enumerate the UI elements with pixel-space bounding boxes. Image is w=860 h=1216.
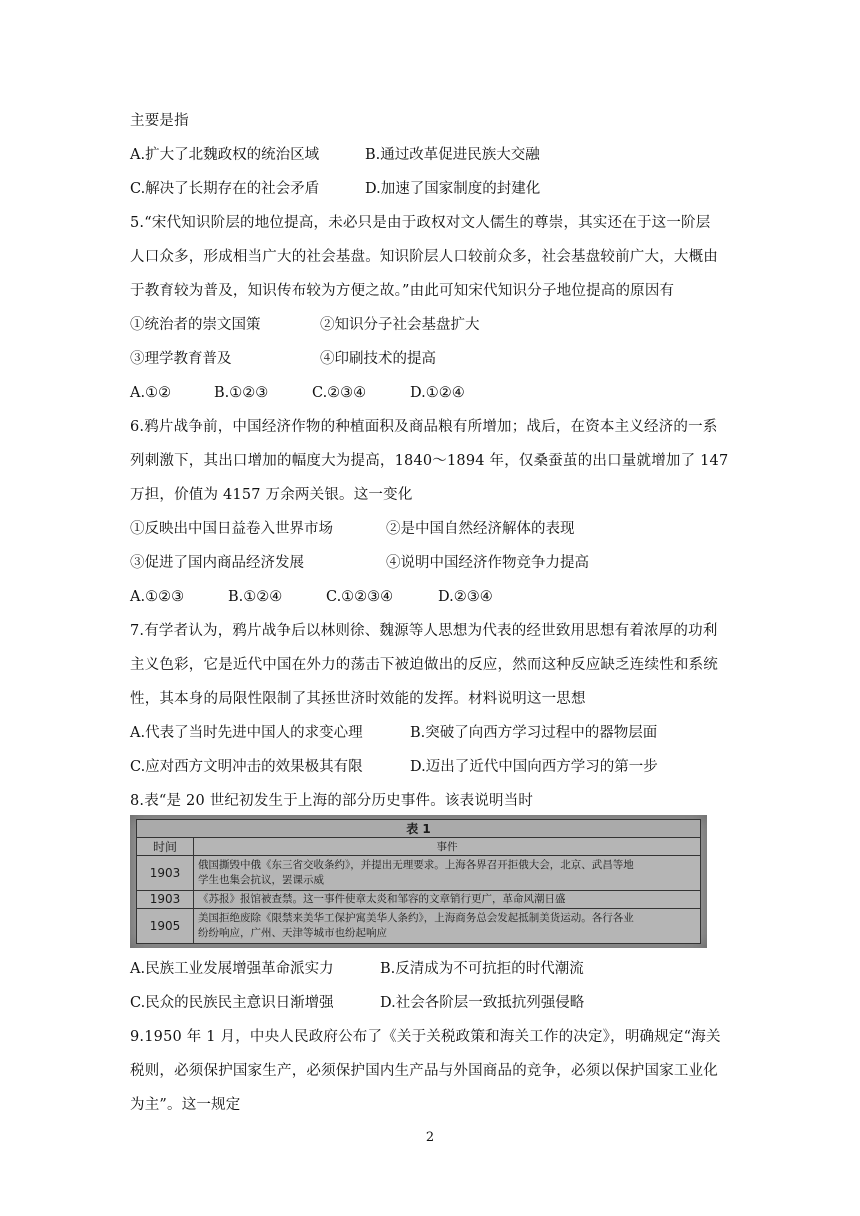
q8-option-d: D.社会各阶层一致抵抗列强侵略 [380,995,585,1011]
q7-stem-line-3: 性，其本身的局限性限制了其拯世济时效能的发挥。材料说明这一思想 [130,691,586,707]
q5-stem-line-1: 5.“宋代知识阶层的地位提高，未必只是由于政权对文人儒生的尊崇，其实还在于这一阶层 [130,215,711,231]
table-row [137,856,701,891]
q6-item-2: ②是中国自然经济解体的表现 [386,521,575,537]
page-number: 2 [425,1130,435,1145]
q6-item-3: ③促进了国内商品经济发展 [130,555,304,571]
q4-option-d: D.加速了国家制度的封建化 [365,181,541,197]
q9-stem-line-2: 税则，必须保护国家生产，必须保护国内生产品与外国商品的竞争，必须以保护国家工业化 [130,1063,718,1079]
event-text-line: 学生也集会抗议，罢课示威 [198,873,324,886]
q7-stem-line-1: 7.有学者认为，鸦片战争后以林则徐、魏源等人思想为代表的经世致用思想有着浓厚的功利 [130,623,718,639]
q5-option-d: D.①②④ [410,385,465,401]
q5-stem-line-2: 人口众多，形成相当广大的社会基盘。知识阶层人口较前众多，社会基盘较前广大，大概由 [130,249,718,265]
q6-stem-line-2: 列刺激下，其出口增加的幅度大为提高，1840～1894 年，仅桑蚕茧的出口量就增加了 147 [130,453,729,469]
q8-stem: 8.表“是 20 世纪初发生于上海的部分历史事件。该表说明当时 [130,793,534,809]
q6-option-c: C.①②③④ [326,589,394,605]
q4-option-b: B.通过改革促进民族大交融 [365,147,540,163]
q6-item-1: ①反映出中国日益卷入世界市场 [130,521,333,537]
q4-option-c: C.解决了长期存在的社会矛盾 [130,181,320,197]
q5-item-1: ①统治者的崇文国策 [130,317,261,333]
table-caption: 表 1 [137,820,701,838]
q5-option-c: C.②③④ [312,385,367,401]
q5-option-b: B.①②③ [214,385,269,401]
q7-option-b: B.突破了向西方学习过程中的器物层面 [410,725,658,741]
q5-item-4: ④印刷技术的提高 [320,351,436,367]
table-header-event: 事件 [194,838,701,856]
q6-option-b: B.①②④ [228,589,283,605]
q6-stem-line-3: 万担，价值为 4157 万余两关银。这一变化 [130,487,413,503]
event-text-line: 俄国撕毁中俄《东三省交收条约》，并提出无理要求。上海各界召开拒俄大会，北京、武昌等地 [198,858,634,871]
q8-option-b: B.反清成为不可抗拒的时代潮流 [380,961,584,977]
q7-option-d: D.迈出了近代中国向西方学习的第一步 [410,759,658,775]
q5-option-a: A.①② [130,385,172,401]
q8-option-c: C.民众的民族民主意识日渐增强 [130,995,334,1011]
q6-item-4: ④说明中国经济作物竞争力提高 [386,555,589,571]
table-cell-event [194,856,701,891]
q4-option-a: A.扩大了北魏政权的统治区域 [130,147,320,163]
q5-stem-line-3: 于教育较为普及，知识传布较为方便之故。”由此可知宋代知识分子地位提高的原因有 [130,283,675,299]
event-text-line: 纷纷响应，广州、天津等城市也纷起响应 [198,927,387,939]
event-text-line: 美国拒绝废除《限禁来美华工保护寓美华人条约》，上海商务总会发起抵制美货运动。各行各业 [198,912,634,924]
q7-option-a: A.代表了当时先进中国人的求变心理 [130,725,363,741]
q4-stem-end: 主要是指 [130,113,189,129]
history-events-table [136,819,701,944]
table-cell-year: 1905 [137,909,194,944]
q7-option-c: C.应对西方文明冲击的效果极其有限 [130,759,363,775]
q6-stem-line-1: 6.鸦片战争前，中国经济作物的种植面积及商品粮有所增加；战后，在资本主义经济的一系 [130,419,718,435]
event-text-line: 《苏报》报馆被查禁。这一事件使章太炎和邹容的文章销行更广，革命风潮日盛 [198,892,566,905]
table-cell-year: 1903 [137,856,194,891]
q7-stem-line-2: 主义色彩，它是近代中国在外力的荡击下被迫做出的反应，然而这种反应缺乏连续性和系统 [130,657,718,673]
table-cell-event [194,909,701,944]
q8-option-a: A.民族工业发展增强革命派实力 [130,961,334,977]
history-events-table-image [130,815,707,948]
q9-stem-line-1: 9.1950 年 1 月，中央人民政府公布了《关于关税政策和海关工作的决定》，明确规定“海关 [130,1029,721,1045]
table-row [137,909,701,944]
table-row [137,890,701,908]
q5-item-2: ②知识分子社会基盘扩大 [320,317,480,333]
table-header-time: 时间 [137,838,194,856]
table-cell-event [194,890,701,908]
q6-option-d: D.②③④ [438,589,493,605]
q5-item-3: ③理学教育普及 [130,351,232,367]
q6-option-a: A.①②③ [130,589,185,605]
table-cell-year: 1903 [137,890,194,908]
q9-stem-line-3: 为主”。这一规定 [130,1097,241,1113]
